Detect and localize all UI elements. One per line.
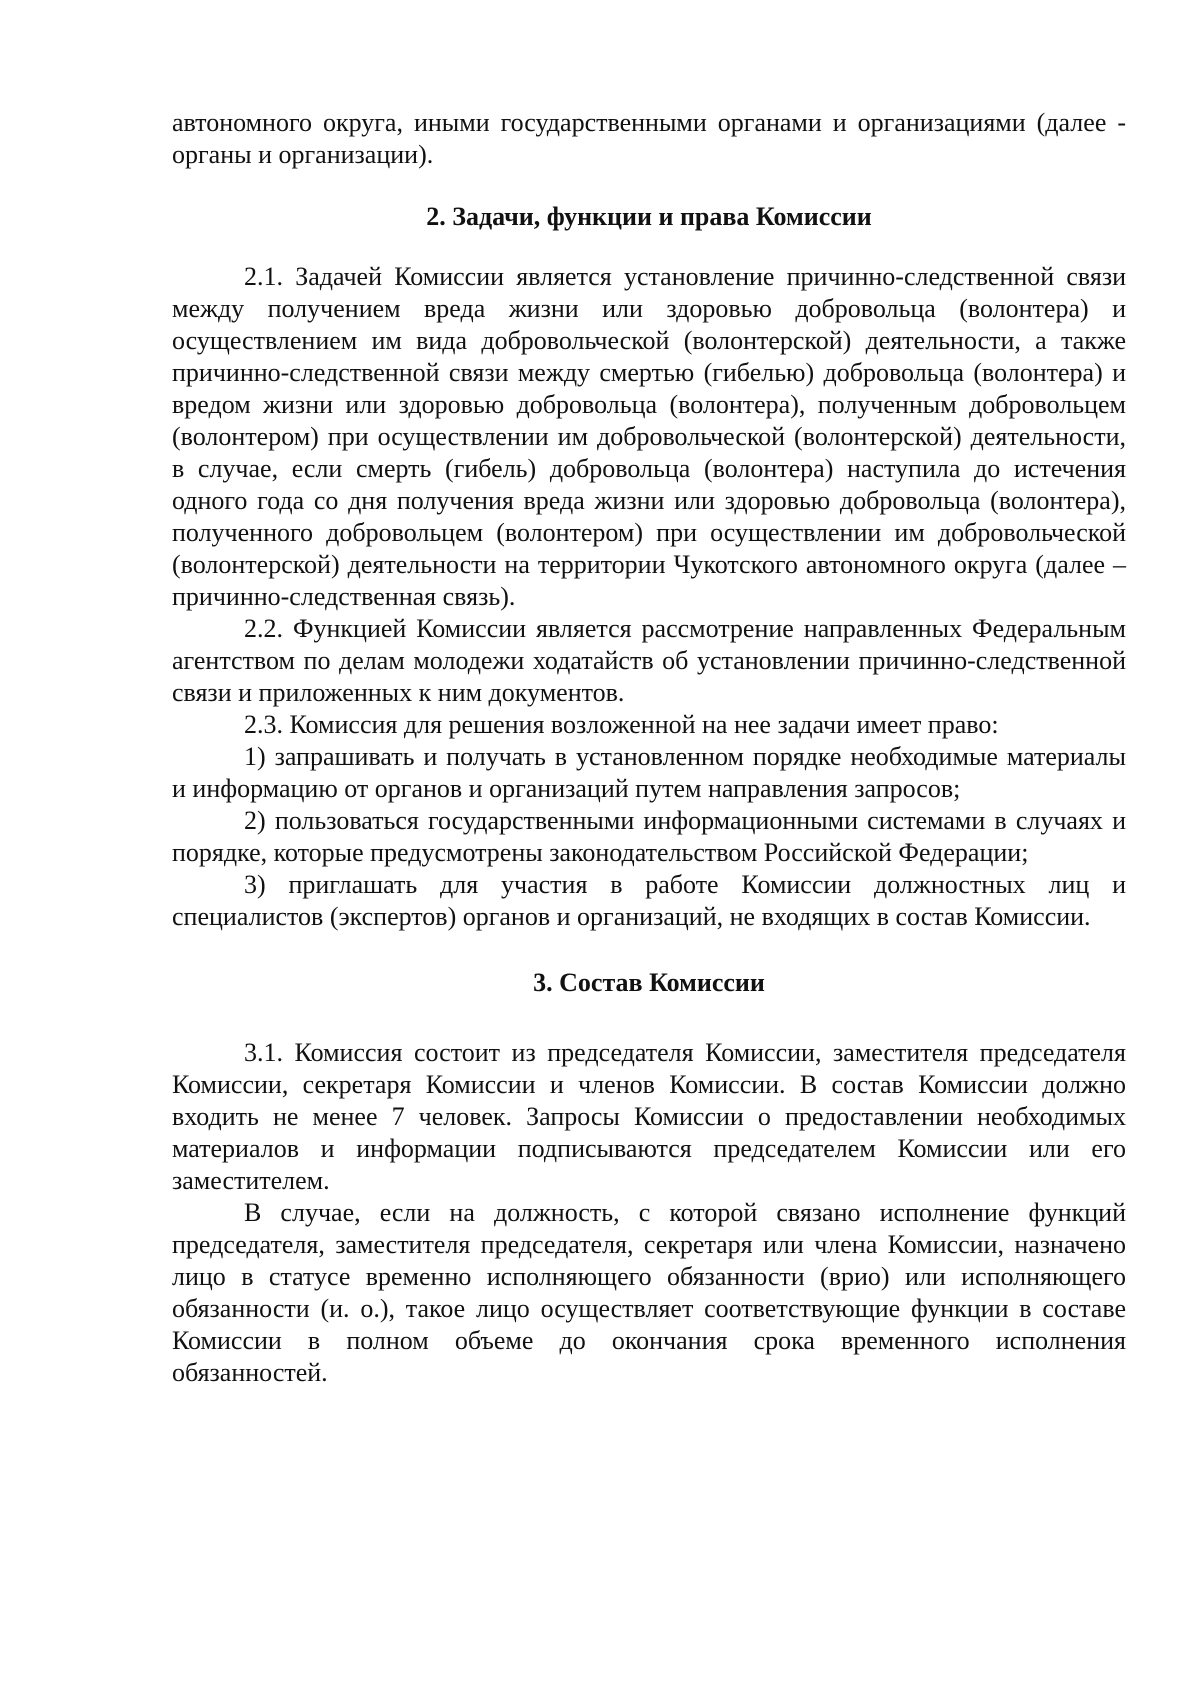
paragraph-2-3: 2.3. Комиссия для решения возложенной на нее задачи имеет право: <box>244 710 999 739</box>
section-2-title: 2. Задачи, функции и права Комиссии <box>426 202 872 231</box>
paragraph-3-2: В случае, если на должность, с которой связано исполнение функций председателя, заместителя председателя, секретаря или члена Комиссии, назначено лицо в статусе временно исполняющего обязанности (врио) или исполняющего обязанности (и. о.), такое лицо осуществляет соответствующие функции в составе Комиссии в полном объеме до окончания срока временного исполнения обязанностей. <box>172 1198 1126 1387</box>
section-3-title: 3. Состав Комиссии <box>533 968 765 997</box>
list-item-3: 3) приглашать для участия в работе Комиссии должностных лиц и специалистов (экспертов) органов и организаций, не входящих в состав Комиссии. <box>172 870 1126 931</box>
paragraph-2-1: 2.1. Задачей Комиссии является установление причинно-следственной связи между получением вреда жизни или здоровью добровольца (волонтера) и осуществлением им вида добровольческой (волонтерской) деятельности, а также причинно-следственной связи между смертью (гибелью) добровольца (волонтера) и вредом жизни или здоровью добровольца (волонтера), полученным добровольцем (волонтером) при осуществлении им добровольческой (волонтерской) деятельности, в случае, если смерть (гибель) добровольца (волонтера) наступила до истечения одного года со дня получения вреда жизни или здоровью добровольца (волонтера), полученного добровольцем (волонтером) при осуществлении им добровольческой (волонтерской) деятельности на территории Чукотского автономного округа (далее – причинно-следственная связь). <box>172 262 1126 611</box>
paragraph-3-1: 3.1. Комиссия состоит из председателя Комиссии, заместителя председателя Комиссии, секретаря Комиссии и членов Комиссии. В состав Комиссии должно входить не менее 7 человек. Запросы Комиссии о предоставлении необходимых материалов и информации подписываются председателем Комиссии или его заместителем. <box>172 1038 1126 1195</box>
paragraph-2-2: 2.2. Функцией Комиссии является рассмотрение направленных Федеральным агентством по делам молодежи ходатайств об установлении причинно-следственной связи и приложенных к ним документов. <box>172 614 1126 707</box>
list-item-2: 2) пользоваться государственными информационными системами в случаях и порядке, которые предусмотрены законодательством Российской Федерации; <box>172 806 1126 867</box>
list-item-1: 1) запрашивать и получать в установленном порядке необходимые материалы и информацию от органов и организаций путем направления запросов; <box>172 742 1126 803</box>
document-content <box>172 107 1126 1389</box>
intro-paragraph: автономного округа, иными государственными органами и организациями (далее - органы и организации). <box>172 108 1126 169</box>
